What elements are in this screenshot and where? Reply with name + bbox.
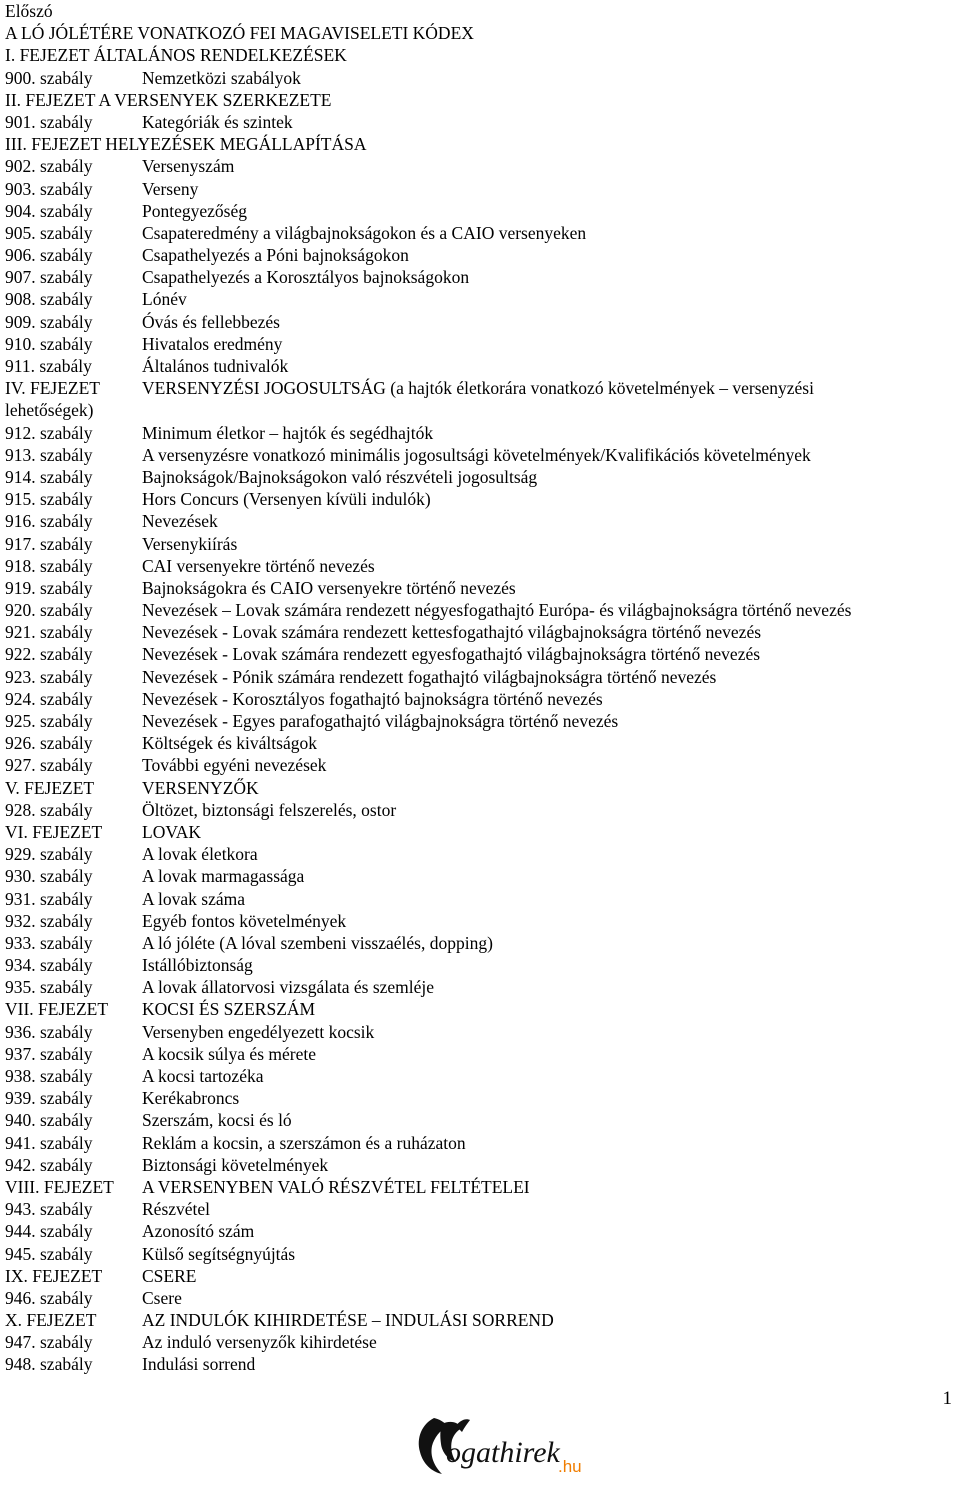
entry-number: 932. szabály: [5, 910, 93, 931]
toc-entry: [5, 888, 955, 910]
entry-title: Bajnokságok/Bajnokságokon való részvételi jogosultság: [142, 466, 538, 487]
horse-head-icon: [412, 1410, 592, 1480]
entry-title: CSERE: [142, 1265, 197, 1286]
entry-title: Reklám a kocsin, a szerszámon és a ruházaton: [142, 1132, 466, 1153]
entry-title: KOCSI ÉS SZERSZÁM: [142, 999, 316, 1020]
entry-number: 920. szabály: [5, 600, 93, 621]
entry-number: 947. szabály: [5, 1332, 93, 1353]
entry-title: További egyéni nevezések: [142, 755, 327, 776]
entry-title: Általános tudnivalók: [142, 356, 289, 376]
entry-number: 917. szabály: [5, 533, 93, 554]
entry-title: AZ INDULÓK KIHIRDETÉSE – INDULÁSI SORREND: [142, 1310, 554, 1331]
toc-entry: [5, 510, 955, 532]
toc-entry: [5, 266, 955, 288]
entry-number: 909. szabály: [5, 311, 93, 332]
entry-title: Óvás és fellebbezés: [142, 311, 280, 332]
entry-title: Szerszám, kocsi és ló: [142, 1110, 292, 1131]
toc-entry: [5, 599, 955, 621]
entry-title: Egyéb fontos követelmények: [142, 910, 347, 931]
toc-entry: [5, 533, 955, 555]
entry-title: Versenyben engedélyezett kocsik: [142, 1021, 375, 1042]
toc-entry: [5, 1043, 955, 1065]
entry-number: 915. szabály: [5, 489, 93, 510]
entry-number: 939. szabály: [5, 1088, 93, 1109]
entry-title: Bajnokságokra és CAIO versenyekre történő nevezés: [142, 577, 516, 598]
entry-number: 934. szabály: [5, 955, 93, 976]
entry-number: 941. szabály: [5, 1132, 93, 1153]
entry-number: 921. szabály: [5, 622, 93, 643]
entry-number: 948. szabály: [5, 1354, 93, 1375]
entry-number: 942. szabály: [5, 1154, 93, 1175]
toc-entry: [5, 222, 955, 244]
logo-domain: .hu: [558, 1457, 582, 1476]
entry-number: 904. szabály: [5, 200, 93, 221]
entry-title: Öltözet, biztonsági felszerelés, ostor: [142, 799, 397, 820]
toc-entry: [5, 843, 955, 865]
entry-title: Versenyszám: [142, 156, 235, 177]
toc-entry: [5, 643, 955, 665]
entry-title: LOVAK: [142, 821, 201, 842]
toc-entry: [5, 688, 955, 710]
entry-number: IV. FEJEZET: [5, 378, 100, 399]
fogathirek-logo: [412, 1410, 592, 1480]
entry-number: 945. szabály: [5, 1243, 93, 1264]
entry-title: Külső segítségnyújtás: [142, 1243, 296, 1264]
entry-title: Nevezések - Korosztályos fogathajtó bajnokságra történő nevezés: [142, 688, 603, 709]
entry-title: Nevezések: [142, 511, 218, 532]
toc-entry: [5, 1331, 955, 1353]
entry-number: 936. szabály: [5, 1021, 93, 1042]
entry-title: A lovak marmagassága: [142, 866, 305, 887]
toc-entry: [5, 1021, 955, 1043]
entry-title: Részvétel: [142, 1199, 211, 1220]
entry-number: 946. szabály: [5, 1287, 93, 1308]
toc-entry: [5, 865, 955, 887]
entry-title: Nevezések - Pónik számára rendezett fogathajtó világbajnokságra történő nevezés: [142, 666, 717, 687]
toc-entry: [5, 954, 955, 976]
entry-title: Nevezések - Lovak számára rendezett kettesfogathajtó világbajnokságra történő nevezés: [142, 622, 762, 643]
entry-number: 944. szabály: [5, 1221, 93, 1242]
entry-title: Istállóbiztonság: [142, 955, 253, 976]
toc-entry: [5, 932, 955, 954]
toc-entry: [5, 466, 955, 488]
entry-number: 937. szabály: [5, 1043, 93, 1064]
entry-number: 901. szabály: [5, 111, 93, 132]
entry-number: 907. szabály: [5, 267, 93, 288]
entry-number: 938. szabály: [5, 1066, 93, 1087]
entry-title: Pontegyezőség: [142, 200, 247, 221]
entry-number: 925. szabály: [5, 711, 93, 732]
entry-number: 929. szabály: [5, 844, 93, 865]
entry-title: Nevezések - Lovak számára rendezett egyesfogathajtó világbajnokságra történő nevezés: [142, 644, 761, 665]
toc-entry: [5, 444, 955, 466]
entry-number: 919. szabály: [5, 577, 93, 598]
entry-title: A lovak száma: [142, 888, 246, 909]
toc-entry: [5, 488, 955, 510]
entry-number: 940. szabály: [5, 1110, 93, 1131]
entry-title: A kocsi tartozéka: [142, 1066, 264, 1087]
table-of-contents: [5, 44, 955, 1375]
entry-title: Nevezések - Egyes parafogathajtó világbajnokságra történő nevezés: [142, 711, 619, 732]
entry-number: 923. szabály: [5, 666, 93, 687]
entry-number: VIII. FEJEZET: [5, 1176, 114, 1197]
entry-number: 935. szabály: [5, 977, 93, 998]
toc-entry: [5, 1265, 955, 1287]
toc-entry: [5, 998, 955, 1020]
chapter-heading-wrapped: [5, 377, 955, 421]
toc-entry: [5, 1309, 955, 1331]
toc-entry: [5, 732, 955, 754]
entry-number: 905. szabály: [5, 222, 93, 243]
toc-entry: [5, 799, 955, 821]
entry-title: Verseny: [142, 178, 199, 199]
toc-entry: [5, 155, 955, 177]
entry-title: Hivatalos eredmény: [142, 333, 283, 354]
toc-entry: [5, 577, 955, 599]
entry-number: V. FEJEZET: [5, 777, 95, 798]
toc-entry: [5, 1287, 955, 1309]
entry-number: X. FEJEZET: [5, 1310, 97, 1331]
toc-entry: [5, 1132, 955, 1154]
entry-number: 903. szabály: [5, 178, 93, 199]
toc-entry: [5, 288, 955, 310]
toc-entry: [5, 1176, 955, 1198]
toc-entry: [5, 1109, 955, 1131]
entry-number: VII. FEJEZET: [5, 999, 109, 1020]
logo-wordmark: ogathirek: [446, 1436, 560, 1469]
entry-title: Minimum életkor – hajtók és segédhajtók: [142, 422, 434, 443]
entry-title: Azonosító szám: [142, 1221, 255, 1242]
entry-number: VI. FEJEZET: [5, 821, 103, 842]
toc-entry: [5, 333, 955, 355]
entry-number: 906. szabály: [5, 245, 93, 266]
entry-title: Nemzetközi szabályok: [142, 67, 301, 88]
entry-title: A ló jóléte (A lóval szembeni visszaélés, dopping): [142, 932, 493, 953]
chapter-heading: II. FEJEZET A VERSENYEK SZERKEZETE: [5, 89, 332, 110]
entry-title: A kocsik súlya és mérete: [142, 1043, 316, 1064]
toc-entry: [5, 355, 955, 377]
entry-title: A lovak állatorvosi vizsgálata és szemléje: [142, 977, 435, 998]
foreword-heading: Előszó: [5, 1, 53, 21]
toc-entry: [5, 910, 955, 932]
code-title: A LÓ JÓLÉTÉRE VONATKOZÓ FEI MAGAVISELETI KÓDEX: [5, 23, 474, 44]
entry-number: 911. szabály: [5, 356, 92, 376]
toc-entry: [5, 754, 955, 776]
entry-title: A versenyzésre vonatkozó minimális jogosultsági követelmények/Kvalifikációs követelmények: [142, 444, 811, 465]
entry-number: 933. szabály: [5, 932, 93, 953]
entry-title: Hors Concurs (Versenyen kívüli indulók): [142, 489, 431, 510]
entry-number: 924. szabály: [5, 688, 93, 709]
toc-entry: [5, 1154, 955, 1176]
entry-title: Lónév: [142, 289, 187, 310]
entry-number: 913. szabály: [5, 444, 93, 465]
entry-number: 916. szabály: [5, 511, 93, 532]
entry-title: Kategóriák és szintek: [142, 111, 293, 132]
entry-number: 902. szabály: [5, 156, 93, 177]
entry-number: 927. szabály: [5, 755, 93, 776]
entry-title: Csapathelyezés a Korosztályos bajnokságokon: [142, 267, 470, 288]
toc-entry: [5, 1065, 955, 1087]
entry-number: 943. szabály: [5, 1199, 93, 1220]
entry-title: Csapathelyezés a Póni bajnokságokon: [142, 245, 409, 266]
document-body: [5, 0, 955, 1376]
entry-number: 912. szabály: [5, 422, 93, 443]
entry-title: VERSENYZÉSI JOGOSULTSÁG (a hajtók életkorára vonatkozó követelmények – versenyzési: [142, 378, 814, 399]
toc-entry: [5, 777, 955, 799]
toc-entry: [5, 1087, 955, 1109]
entry-number: 926. szabály: [5, 733, 93, 754]
entry-title: Csapateredmény a világbajnokságokon és a CAIO versenyeken: [142, 222, 587, 243]
entry-number: 931. szabály: [5, 888, 93, 909]
chapter-heading: I. FEJEZET ÁLTALÁNOS RENDELKEZÉSEK: [5, 45, 347, 66]
toc-entry: [5, 621, 955, 643]
entry-title-continuation: lehetőségek): [5, 400, 94, 421]
entry-title: Versenykiírás: [142, 533, 238, 554]
toc-entry: [5, 1243, 955, 1265]
entry-title: Indulási sorrend: [142, 1354, 256, 1375]
toc-entry: [5, 1353, 955, 1375]
entry-title: Kerékabroncs: [142, 1088, 240, 1109]
chapter-heading: III. FEJEZET HELYEZÉSEK MEGÁLLAPÍTÁSA: [5, 134, 367, 155]
toc-entry: [5, 1198, 955, 1220]
toc-entry: [5, 178, 955, 200]
page-number: 1: [942, 1388, 952, 1409]
entry-title: Költségek és kiváltságok: [142, 733, 317, 754]
entry-title: VERSENYZŐK: [142, 777, 259, 798]
entry-number: 922. szabály: [5, 644, 93, 665]
toc-entry: [5, 244, 955, 266]
entry-number: 908. szabály: [5, 289, 93, 310]
entry-title: Csere: [142, 1287, 182, 1308]
toc-entry: [5, 821, 955, 843]
toc-entry: [5, 200, 955, 222]
entry-number: 930. szabály: [5, 866, 93, 887]
entry-title: Nevezések – Lovak számára rendezett négyesfogathajtó Európa- és világbajnokságra történő nevezés: [142, 600, 852, 621]
entry-number: 918. szabály: [5, 555, 93, 576]
toc-entry: [5, 555, 955, 577]
entry-title: CAI versenyekre történő nevezés: [142, 555, 375, 576]
entry-number: 900. szabály: [5, 67, 93, 88]
toc-entry: [5, 976, 955, 998]
entry-number: 914. szabály: [5, 466, 93, 487]
entry-title: A lovak életkora: [142, 844, 258, 865]
toc-entry: [5, 422, 955, 444]
entry-title: Biztonsági követelmények: [142, 1154, 329, 1175]
toc-entry: [5, 67, 955, 89]
entry-number: 910. szabály: [5, 333, 93, 354]
toc-entry: [5, 311, 955, 333]
toc-entry: [5, 111, 955, 133]
toc-entry: [5, 710, 955, 732]
entry-title: Az induló versenyzők kihirdetése: [142, 1332, 377, 1353]
entry-number: 928. szabály: [5, 799, 93, 820]
toc-entry: [5, 666, 955, 688]
toc-entry: [5, 1220, 955, 1242]
entry-number: IX. FEJEZET: [5, 1265, 103, 1286]
entry-title: A VERSENYBEN VALÓ RÉSZVÉTEL FELTÉTELEI: [142, 1176, 530, 1197]
